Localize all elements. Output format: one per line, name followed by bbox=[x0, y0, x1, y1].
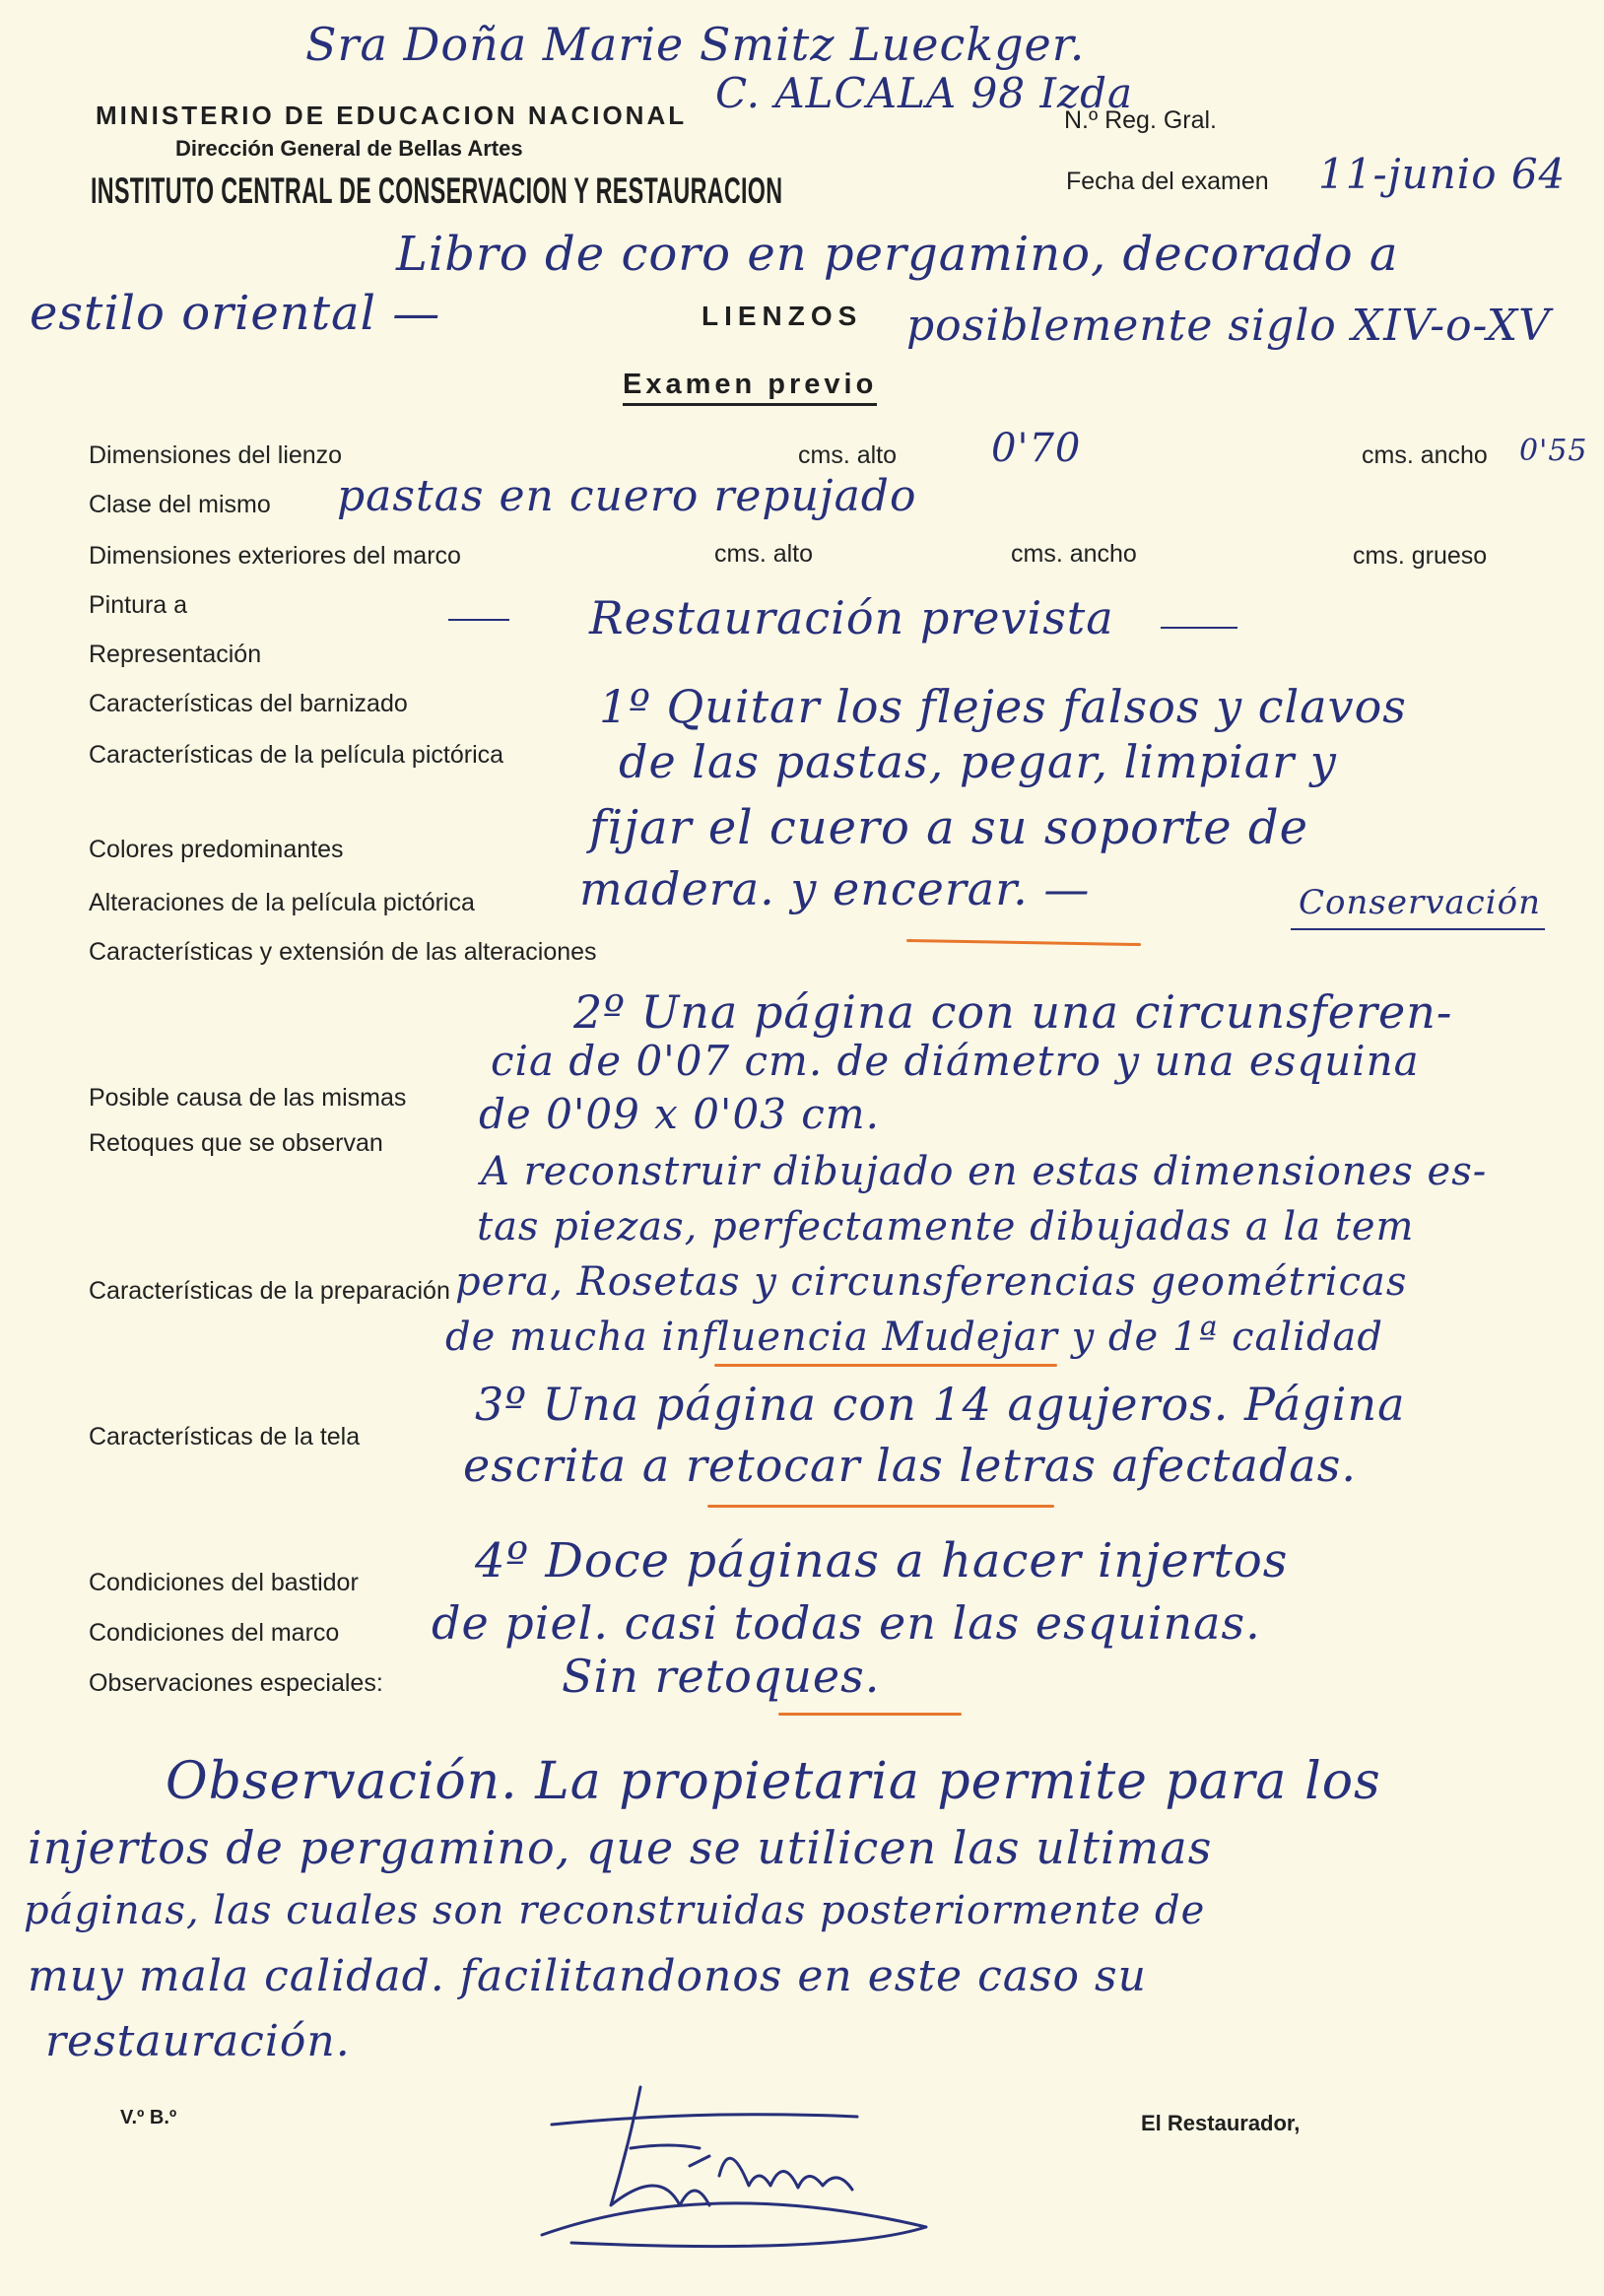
label-tela: Características de la tela bbox=[89, 1423, 361, 1451]
note-3-line-1: 3º Una página con 14 agujeros. Página bbox=[475, 1378, 1406, 1431]
note-1-line-3: fijar el cuero a su soporte de bbox=[589, 800, 1309, 855]
value-alto: 0'70 bbox=[991, 426, 1082, 471]
note-2-line-4: A reconstruir dibujado en estas dimensiones es- bbox=[481, 1149, 1488, 1194]
reg-label: N.º Reg. Gral. bbox=[1064, 106, 1218, 134]
exam-date-value: 11-junio 64 bbox=[1318, 150, 1567, 198]
note-2-line-3: de 0'09 x 0'03 cm. bbox=[479, 1090, 880, 1138]
label-dim-lienzo: Dimensiones del lienzo bbox=[89, 441, 343, 469]
label-observaciones: Observaciones especiales: bbox=[89, 1669, 383, 1697]
note-1-line-4: madera. y encerar. — bbox=[579, 862, 1091, 915]
label-alteraciones: Alteraciones de la película pictórica bbox=[89, 889, 475, 916]
observacion-line-2: injertos de pergamino, que se utilicen las ultimas bbox=[28, 1821, 1213, 1874]
label-retoques: Retoques que se observan bbox=[89, 1129, 383, 1157]
note-4-line-1: 4º Doce páginas a hacer injertos bbox=[475, 1533, 1289, 1588]
observacion-line-3: páginas, las cuales son reconstruidas posteriormente de bbox=[24, 1888, 1206, 1933]
underline-retocar bbox=[707, 1505, 1054, 1508]
label-pelicula: Características de la película pictórica bbox=[89, 741, 504, 769]
institute-title: INSTITUTO CENTRAL DE CONSERVACION Y RESTAURACION bbox=[91, 170, 783, 211]
exam-title: Examen previo bbox=[623, 369, 877, 406]
tag-underline bbox=[1291, 928, 1545, 930]
vb-label: V.º B.º bbox=[120, 2107, 177, 2128]
note-3-line-2: escrita a retocar las letras afectadas. bbox=[463, 1439, 1357, 1492]
unit-grueso: cms. grueso bbox=[1353, 542, 1488, 570]
owner-name: Sra Doña Marie Smitz Lueckger. bbox=[305, 18, 1086, 71]
exam-date-label: Fecha del examen bbox=[1066, 168, 1269, 195]
note-1-tag: Conservación bbox=[1299, 883, 1541, 922]
dash-left bbox=[448, 619, 509, 621]
label-representacion: Representación bbox=[89, 641, 262, 668]
note-4-line-2: de piel. casi todas en las esquinas. bbox=[432, 1596, 1261, 1650]
note-2-line-1: 2º Una página con una circunsferen- bbox=[573, 985, 1453, 1039]
unit-ancho-2: cms. ancho bbox=[1011, 540, 1137, 568]
label-preparacion: Características de la preparación bbox=[89, 1277, 450, 1305]
unit-alto-1: cms. alto bbox=[798, 441, 898, 469]
label-dim-marco: Dimensiones exteriores del marco bbox=[89, 542, 461, 570]
unit-alto-2: cms. alto bbox=[714, 540, 814, 568]
label-barnizado: Características del barnizado bbox=[89, 690, 408, 717]
restauracion-title: Restauración prevista bbox=[589, 591, 1114, 644]
label-causa: Posible causa de las mismas bbox=[89, 1084, 407, 1112]
owner-address: C. ALCALA 98 Izda bbox=[715, 69, 1134, 117]
signature-image bbox=[512, 2058, 966, 2274]
note-2-line-2: cia de 0'07 cm. de diámetro y una esquina bbox=[491, 1037, 1420, 1085]
note-2-line-6: pera, Rosetas y circunsferencias geométricas bbox=[455, 1259, 1408, 1305]
label-extension: Características y extensión de las alteraciones bbox=[89, 938, 597, 966]
observacion-line-4: muy mala calidad. facilitandonos en este caso su bbox=[28, 1951, 1147, 2001]
description-line-2: estilo oriental — bbox=[30, 286, 441, 341]
label-marco: Condiciones del marco bbox=[89, 1619, 340, 1647]
label-colores: Colores predominantes bbox=[89, 836, 344, 863]
underline-influencia bbox=[714, 1364, 1057, 1367]
description-line-1: Libro de coro en pergamino, decorado a bbox=[396, 227, 1399, 282]
note-1-line-2: de las pastas, pegar, limpiar y bbox=[619, 735, 1337, 788]
ministry-title: MINISTERIO DE EDUCACION NACIONAL bbox=[96, 101, 688, 130]
note-2-line-7: de mucha influencia Mudejar y de 1ª calidad bbox=[445, 1315, 1383, 1360]
note-2-line-5: tas piezas, perfectamente dibujadas a la tem bbox=[477, 1204, 1415, 1249]
observacion-line-1: Observación. La propietaria permite para los bbox=[166, 1752, 1381, 1811]
underline-retoques bbox=[778, 1713, 962, 1716]
value-ancho: 0'55 bbox=[1519, 434, 1588, 468]
underline-encerar bbox=[906, 939, 1141, 946]
label-pintura: Pintura a bbox=[89, 591, 188, 619]
label-clase: Clase del mismo bbox=[89, 491, 271, 518]
note-4-line-3: Sin retoques. bbox=[562, 1650, 881, 1703]
observacion-line-5: restauración. bbox=[45, 2016, 351, 2066]
label-bastidor: Condiciones del bastidor bbox=[89, 1569, 359, 1596]
dash-right bbox=[1161, 627, 1237, 629]
value-clase: pastas en cuero repujado bbox=[337, 471, 917, 521]
description-line-3: posiblemente siglo XIV-o-XV bbox=[906, 301, 1551, 351]
unit-ancho-1: cms. ancho bbox=[1362, 441, 1488, 469]
direction-title: Dirección General de Bellas Artes bbox=[175, 136, 523, 161]
note-1-line-1: 1º Quitar los flejes falsos y clavos bbox=[599, 680, 1407, 733]
restaurador-label: El Restaurador, bbox=[1141, 2111, 1301, 2135]
section-title: LIENZOS bbox=[702, 301, 863, 331]
